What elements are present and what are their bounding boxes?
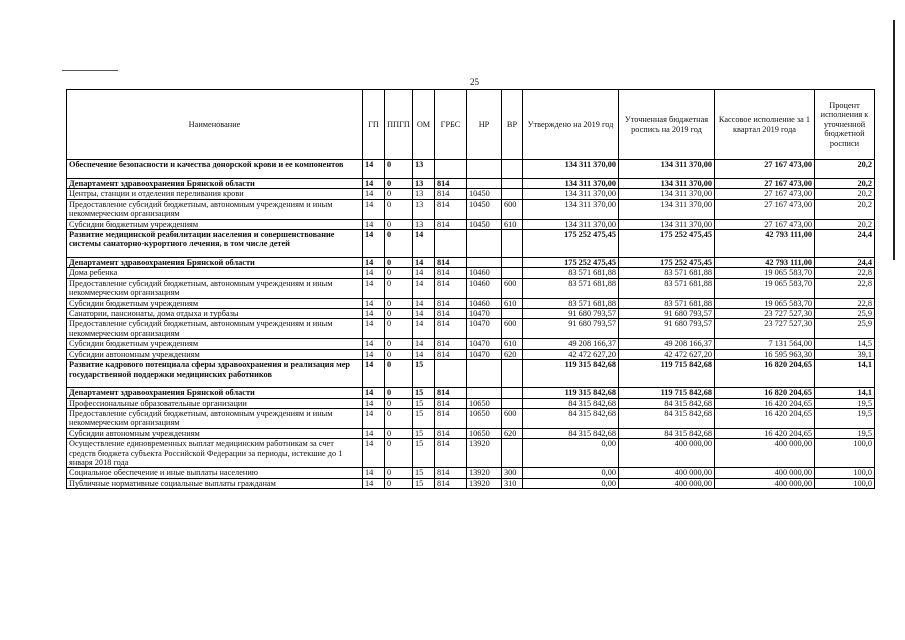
cell-refined: 134 311 370,00 xyxy=(619,179,715,189)
cell-grbs: 814 xyxy=(435,388,467,398)
cell-vr: 610 xyxy=(502,219,523,229)
cell-refined: 134 311 370,00 xyxy=(619,219,715,229)
cell-grbs xyxy=(435,230,467,258)
header-nr: НР xyxy=(467,90,502,160)
cell-om: 14 xyxy=(413,309,435,319)
cell-refined: 84 315 842,68 xyxy=(619,408,715,428)
cell-name: Санатории, пансионаты, дома отдыха и турбазы xyxy=(67,309,363,319)
cell-percent: 14,5 xyxy=(815,339,875,349)
cell-name: Субсидии бюджетным учреждениям xyxy=(67,339,363,349)
cell-ppgp: 0 xyxy=(385,160,413,179)
cell-ppgp: 0 xyxy=(385,309,413,319)
cell-grbs xyxy=(435,160,467,179)
cell-executed: 23 727 527,30 xyxy=(715,319,815,339)
cell-refined: 400 000,00 xyxy=(619,478,715,488)
cell-grbs: 814 xyxy=(435,339,467,349)
cell-om: 15 xyxy=(413,398,435,408)
table-header-row xyxy=(67,90,875,160)
cell-nr xyxy=(467,360,502,388)
cell-vr: 620 xyxy=(502,428,523,438)
cell-ppgp: 0 xyxy=(385,258,413,268)
cell-name: Субсидии автономным учреждениям xyxy=(67,428,363,438)
cell-percent: 14,1 xyxy=(815,360,875,388)
cell-ppgp: 0 xyxy=(385,408,413,428)
cell-nr xyxy=(467,258,502,268)
cell-nr: 10460 xyxy=(467,268,502,278)
cell-vr: 600 xyxy=(502,278,523,298)
table-row xyxy=(67,278,875,298)
cell-executed: 400 000,00 xyxy=(715,439,815,468)
cell-ppgp: 0 xyxy=(385,388,413,398)
cell-om: 13 xyxy=(413,160,435,179)
cell-refined: 134 311 370,00 xyxy=(619,199,715,219)
cell-om: 13 xyxy=(413,219,435,229)
cell-gp: 14 xyxy=(363,278,385,298)
cell-refined: 84 315 842,68 xyxy=(619,398,715,408)
cell-name: Предоставление субсидий бюджетным, автономным учреждениям и иным некоммерческим организациям xyxy=(67,278,363,298)
cell-executed: 16 420 204,65 xyxy=(715,408,815,428)
cell-approved: 119 315 842,68 xyxy=(523,388,619,398)
cell-gp: 14 xyxy=(363,388,385,398)
cell-nr: 10450 xyxy=(467,189,502,199)
cell-executed: 27 167 473,00 xyxy=(715,199,815,219)
cell-refined: 83 571 681,88 xyxy=(619,298,715,308)
cell-percent: 25,9 xyxy=(815,319,875,339)
cell-nr xyxy=(467,230,502,258)
cell-executed: 7 131 564,00 xyxy=(715,339,815,349)
cell-vr xyxy=(502,388,523,398)
table-row xyxy=(67,428,875,438)
cell-vr: 600 xyxy=(502,319,523,339)
cell-executed: 16 420 204,65 xyxy=(715,398,815,408)
cell-nr: 10450 xyxy=(467,199,502,219)
cell-name: Развитие кадрового потенциала сферы здравоохранения и реализация мер государственной поддержки медицинских работников xyxy=(67,360,363,388)
table-row xyxy=(67,388,875,398)
cell-vr xyxy=(502,179,523,189)
cell-ppgp: 0 xyxy=(385,349,413,359)
cell-grbs: 814 xyxy=(435,468,467,478)
cell-nr: 13920 xyxy=(467,439,502,468)
cell-gp: 14 xyxy=(363,160,385,179)
header-approved: Утверждено на 2019 год xyxy=(523,90,619,160)
cell-approved: 83 571 681,88 xyxy=(523,268,619,278)
table-row xyxy=(67,468,875,478)
cell-approved: 49 208 166,37 xyxy=(523,339,619,349)
cell-vr: 610 xyxy=(502,298,523,308)
cell-nr: 13920 xyxy=(467,468,502,478)
cell-om: 15 xyxy=(413,439,435,468)
cell-om: 14 xyxy=(413,339,435,349)
cell-gp: 14 xyxy=(363,468,385,478)
cell-grbs: 814 xyxy=(435,439,467,468)
header-rule xyxy=(62,70,118,71)
table-row xyxy=(67,199,875,219)
cell-om: 15 xyxy=(413,360,435,388)
cell-grbs: 814 xyxy=(435,268,467,278)
cell-nr xyxy=(467,388,502,398)
cell-ppgp: 0 xyxy=(385,339,413,349)
table-body xyxy=(67,160,875,489)
header-vr: ВР xyxy=(502,90,523,160)
cell-om: 13 xyxy=(413,189,435,199)
cell-ppgp: 0 xyxy=(385,478,413,488)
cell-nr: 10470 xyxy=(467,309,502,319)
cell-executed: 19 065 583,70 xyxy=(715,268,815,278)
cell-approved: 83 571 681,88 xyxy=(523,298,619,308)
cell-gp: 14 xyxy=(363,309,385,319)
cell-om: 15 xyxy=(413,388,435,398)
cell-grbs: 814 xyxy=(435,179,467,189)
cell-vr xyxy=(502,439,523,468)
cell-name: Обеспечение безопасности и качества донорской крови и ее компонентов xyxy=(67,160,363,179)
header-refined: Уточненная бюджетная роспись на 2019 год xyxy=(619,90,715,160)
cell-name: Субсидии автономным учреждениям xyxy=(67,349,363,359)
cell-name: Предоставление субсидий бюджетным, автономным учреждениям и иным некоммерческим организациям xyxy=(67,408,363,428)
cell-name: Субсидии бюджетным учреждениям xyxy=(67,298,363,308)
cell-ppgp: 0 xyxy=(385,398,413,408)
cell-refined: 49 208 166,37 xyxy=(619,339,715,349)
cell-executed: 16 820 204,65 xyxy=(715,388,815,398)
cell-gp: 14 xyxy=(363,478,385,488)
cell-name: Осуществление единовременных выплат медицинским работникам за счет средств бюджета субъекта Российской Федерации за периоды, истекшие до 1 января 2018 года xyxy=(67,439,363,468)
cell-percent: 39,1 xyxy=(815,349,875,359)
cell-executed: 42 793 111,00 xyxy=(715,258,815,268)
cell-grbs xyxy=(435,360,467,388)
cell-percent: 24,4 xyxy=(815,230,875,258)
cell-approved: 91 680 793,57 xyxy=(523,309,619,319)
cell-vr xyxy=(502,309,523,319)
cell-approved: 0,00 xyxy=(523,478,619,488)
cell-name: Субсидии бюджетным учреждениям xyxy=(67,219,363,229)
header-name: Наименование xyxy=(67,90,363,160)
cell-approved: 83 571 681,88 xyxy=(523,278,619,298)
cell-vr: 310 xyxy=(502,478,523,488)
cell-grbs: 814 xyxy=(435,319,467,339)
cell-gp: 14 xyxy=(363,199,385,219)
cell-executed: 19 065 583,70 xyxy=(715,278,815,298)
cell-percent: 20,2 xyxy=(815,199,875,219)
header-percent: Процент исполнения к уточненной бюджетной росписи xyxy=(815,90,875,160)
cell-approved: 91 680 793,57 xyxy=(523,319,619,339)
cell-vr xyxy=(502,268,523,278)
cell-ppgp: 0 xyxy=(385,439,413,468)
cell-executed: 23 727 527,30 xyxy=(715,309,815,319)
cell-gp: 14 xyxy=(363,298,385,308)
cell-om: 14 xyxy=(413,258,435,268)
cell-gp: 14 xyxy=(363,349,385,359)
table-row xyxy=(67,408,875,428)
cell-om: 14 xyxy=(413,268,435,278)
cell-percent: 22,8 xyxy=(815,268,875,278)
cell-percent: 19,5 xyxy=(815,428,875,438)
cell-refined: 400 000,00 xyxy=(619,468,715,478)
cell-percent: 20,2 xyxy=(815,179,875,189)
cell-gp: 14 xyxy=(363,339,385,349)
cell-percent: 100,0 xyxy=(815,478,875,488)
cell-refined: 134 311 370,00 xyxy=(619,160,715,179)
table-row xyxy=(67,219,875,229)
cell-gp: 14 xyxy=(363,230,385,258)
cell-grbs: 814 xyxy=(435,478,467,488)
cell-approved: 134 311 370,00 xyxy=(523,219,619,229)
cell-vr: 620 xyxy=(502,349,523,359)
cell-nr: 10460 xyxy=(467,278,502,298)
cell-refined: 119 715 842,68 xyxy=(619,360,715,388)
cell-approved: 119 315 842,68 xyxy=(523,360,619,388)
cell-approved: 134 311 370,00 xyxy=(523,199,619,219)
cell-approved: 134 311 370,00 xyxy=(523,179,619,189)
cell-nr: 10450 xyxy=(467,219,502,229)
cell-grbs: 814 xyxy=(435,309,467,319)
cell-ppgp: 0 xyxy=(385,219,413,229)
cell-percent: 24,4 xyxy=(815,258,875,268)
cell-name: Дома ребенка xyxy=(67,268,363,278)
cell-gp: 14 xyxy=(363,360,385,388)
header-executed: Кассовое исполнение за 1 квартал 2019 года xyxy=(715,90,815,160)
cell-approved: 134 311 370,00 xyxy=(523,189,619,199)
cell-ppgp: 0 xyxy=(385,199,413,219)
table-row xyxy=(67,478,875,488)
cell-refined: 83 571 681,88 xyxy=(619,278,715,298)
cell-vr xyxy=(502,258,523,268)
cell-grbs: 814 xyxy=(435,189,467,199)
cell-gp: 14 xyxy=(363,179,385,189)
cell-ppgp: 0 xyxy=(385,319,413,339)
cell-gp: 14 xyxy=(363,258,385,268)
cell-ppgp: 0 xyxy=(385,268,413,278)
table-row xyxy=(67,349,875,359)
cell-approved: 84 315 842,68 xyxy=(523,428,619,438)
table-row xyxy=(67,319,875,339)
cell-nr: 10650 xyxy=(467,398,502,408)
cell-gp: 14 xyxy=(363,219,385,229)
cell-grbs: 814 xyxy=(435,408,467,428)
cell-vr: 600 xyxy=(502,408,523,428)
cell-refined: 91 680 793,57 xyxy=(619,309,715,319)
cell-om: 14 xyxy=(413,278,435,298)
cell-ppgp: 0 xyxy=(385,189,413,199)
table-row xyxy=(67,160,875,179)
cell-executed: 16 420 204,65 xyxy=(715,428,815,438)
cell-executed: 27 167 473,00 xyxy=(715,160,815,179)
cell-name: Департамент здравоохранения Брянской области xyxy=(67,258,363,268)
cell-approved: 134 311 370,00 xyxy=(523,160,619,179)
table-row xyxy=(67,189,875,199)
cell-percent: 20,2 xyxy=(815,189,875,199)
cell-nr: 10470 xyxy=(467,339,502,349)
cell-ppgp: 0 xyxy=(385,230,413,258)
cell-grbs: 814 xyxy=(435,428,467,438)
cell-om: 13 xyxy=(413,179,435,189)
cell-approved: 0,00 xyxy=(523,468,619,478)
cell-name: Профессиональные образовательные организации xyxy=(67,398,363,408)
cell-om: 15 xyxy=(413,468,435,478)
cell-nr xyxy=(467,179,502,189)
cell-refined: 42 472 627,20 xyxy=(619,349,715,359)
cell-name: Департамент здравоохранения Брянской области xyxy=(67,179,363,189)
cell-percent: 22,8 xyxy=(815,298,875,308)
cell-nr: 10460 xyxy=(467,298,502,308)
cell-gp: 14 xyxy=(363,408,385,428)
cell-percent: 25,9 xyxy=(815,309,875,319)
cell-refined: 119 715 842,68 xyxy=(619,388,715,398)
table-row xyxy=(67,298,875,308)
table-row xyxy=(67,179,875,189)
cell-executed: 400 000,00 xyxy=(715,478,815,488)
cell-nr: 10470 xyxy=(467,319,502,339)
cell-percent: 19,5 xyxy=(815,408,875,428)
cell-percent: 20,2 xyxy=(815,219,875,229)
cell-percent: 20,2 xyxy=(815,160,875,179)
cell-vr: 610 xyxy=(502,339,523,349)
cell-grbs: 814 xyxy=(435,398,467,408)
cell-name: Центры, станции и отделения переливания крови xyxy=(67,189,363,199)
cell-executed: 16 820 204,65 xyxy=(715,360,815,388)
cell-om: 15 xyxy=(413,478,435,488)
cell-executed: 27 167 473,00 xyxy=(715,179,815,189)
cell-refined: 84 315 842,68 xyxy=(619,428,715,438)
cell-name: Предоставление субсидий бюджетным, автономным учреждениям и иным некоммерческим организациям xyxy=(67,319,363,339)
cell-refined: 134 311 370,00 xyxy=(619,189,715,199)
cell-percent: 100,0 xyxy=(815,468,875,478)
header-om: ОМ xyxy=(413,90,435,160)
cell-om: 14 xyxy=(413,230,435,258)
cell-vr: 600 xyxy=(502,199,523,219)
cell-approved: 175 252 475,45 xyxy=(523,230,619,258)
cell-vr xyxy=(502,360,523,388)
cell-vr: 300 xyxy=(502,468,523,478)
cell-executed: 16 595 963,30 xyxy=(715,349,815,359)
cell-executed: 400 000,00 xyxy=(715,468,815,478)
header-grbs: ГРБС xyxy=(435,90,467,160)
cell-percent: 22,8 xyxy=(815,278,875,298)
budget-table xyxy=(66,89,875,489)
cell-vr xyxy=(502,230,523,258)
cell-grbs: 814 xyxy=(435,219,467,229)
cell-percent: 19,5 xyxy=(815,398,875,408)
table-row xyxy=(67,258,875,268)
table-row xyxy=(67,398,875,408)
table-row xyxy=(67,439,875,468)
cell-gp: 14 xyxy=(363,428,385,438)
cell-nr xyxy=(467,160,502,179)
cell-gp: 14 xyxy=(363,398,385,408)
page-number: 25 xyxy=(470,77,479,87)
cell-ppgp: 0 xyxy=(385,298,413,308)
table-row xyxy=(67,309,875,319)
cell-approved: 84 315 842,68 xyxy=(523,398,619,408)
cell-grbs: 814 xyxy=(435,278,467,298)
cell-om: 14 xyxy=(413,319,435,339)
cell-approved: 175 252 475,45 xyxy=(523,258,619,268)
cell-approved: 0,00 xyxy=(523,439,619,468)
cell-grbs: 814 xyxy=(435,349,467,359)
cell-om: 15 xyxy=(413,428,435,438)
cell-om: 14 xyxy=(413,298,435,308)
cell-gp: 14 xyxy=(363,189,385,199)
cell-refined: 91 680 793,57 xyxy=(619,319,715,339)
cell-gp: 14 xyxy=(363,439,385,468)
cell-refined: 83 571 681,88 xyxy=(619,268,715,278)
cell-grbs: 814 xyxy=(435,258,467,268)
cell-grbs: 814 xyxy=(435,298,467,308)
cell-approved: 42 472 627,20 xyxy=(523,349,619,359)
table-row xyxy=(67,360,875,388)
cell-ppgp: 0 xyxy=(385,428,413,438)
page-edge-line xyxy=(893,20,895,260)
cell-name: Предоставление субсидий бюджетным, автономным учреждениям и иным некоммерческим организациям xyxy=(67,199,363,219)
cell-name: Социальное обеспечение и иные выплаты населению xyxy=(67,468,363,478)
table-row xyxy=(67,339,875,349)
cell-ppgp: 0 xyxy=(385,360,413,388)
cell-grbs: 814 xyxy=(435,199,467,219)
cell-om: 14 xyxy=(413,349,435,359)
cell-gp: 14 xyxy=(363,268,385,278)
cell-name: Развитие медицинской реабилитации населения и совершенствование системы санаторно-курортного лечения, в том числе детей xyxy=(67,230,363,258)
cell-name: Департамент здравоохранения Брянской области xyxy=(67,388,363,398)
cell-ppgp: 0 xyxy=(385,468,413,478)
cell-vr xyxy=(502,189,523,199)
cell-om: 15 xyxy=(413,408,435,428)
cell-percent: 100,0 xyxy=(815,439,875,468)
header-gp: ГП xyxy=(363,90,385,160)
table-row xyxy=(67,268,875,278)
header-ppgp: ППГП xyxy=(385,90,413,160)
cell-vr xyxy=(502,398,523,408)
cell-executed: 19 065 583,70 xyxy=(715,298,815,308)
table-row xyxy=(67,230,875,258)
cell-executed: 27 167 473,00 xyxy=(715,189,815,199)
cell-refined: 400 000,00 xyxy=(619,439,715,468)
cell-nr: 13920 xyxy=(467,478,502,488)
cell-om: 13 xyxy=(413,199,435,219)
cell-refined: 175 252 475,45 xyxy=(619,230,715,258)
cell-percent: 14,1 xyxy=(815,388,875,398)
cell-nr: 10650 xyxy=(467,428,502,438)
cell-approved: 84 315 842,68 xyxy=(523,408,619,428)
cell-vr xyxy=(502,160,523,179)
cell-name: Публичные нормативные социальные выплаты гражданам xyxy=(67,478,363,488)
cell-ppgp: 0 xyxy=(385,179,413,189)
cell-executed: 42 793 111,00 xyxy=(715,230,815,258)
cell-gp: 14 xyxy=(363,319,385,339)
cell-nr: 10650 xyxy=(467,408,502,428)
cell-nr: 10470 xyxy=(467,349,502,359)
cell-executed: 27 167 473,00 xyxy=(715,219,815,229)
cell-refined: 175 252 475,45 xyxy=(619,258,715,268)
cell-ppgp: 0 xyxy=(385,278,413,298)
